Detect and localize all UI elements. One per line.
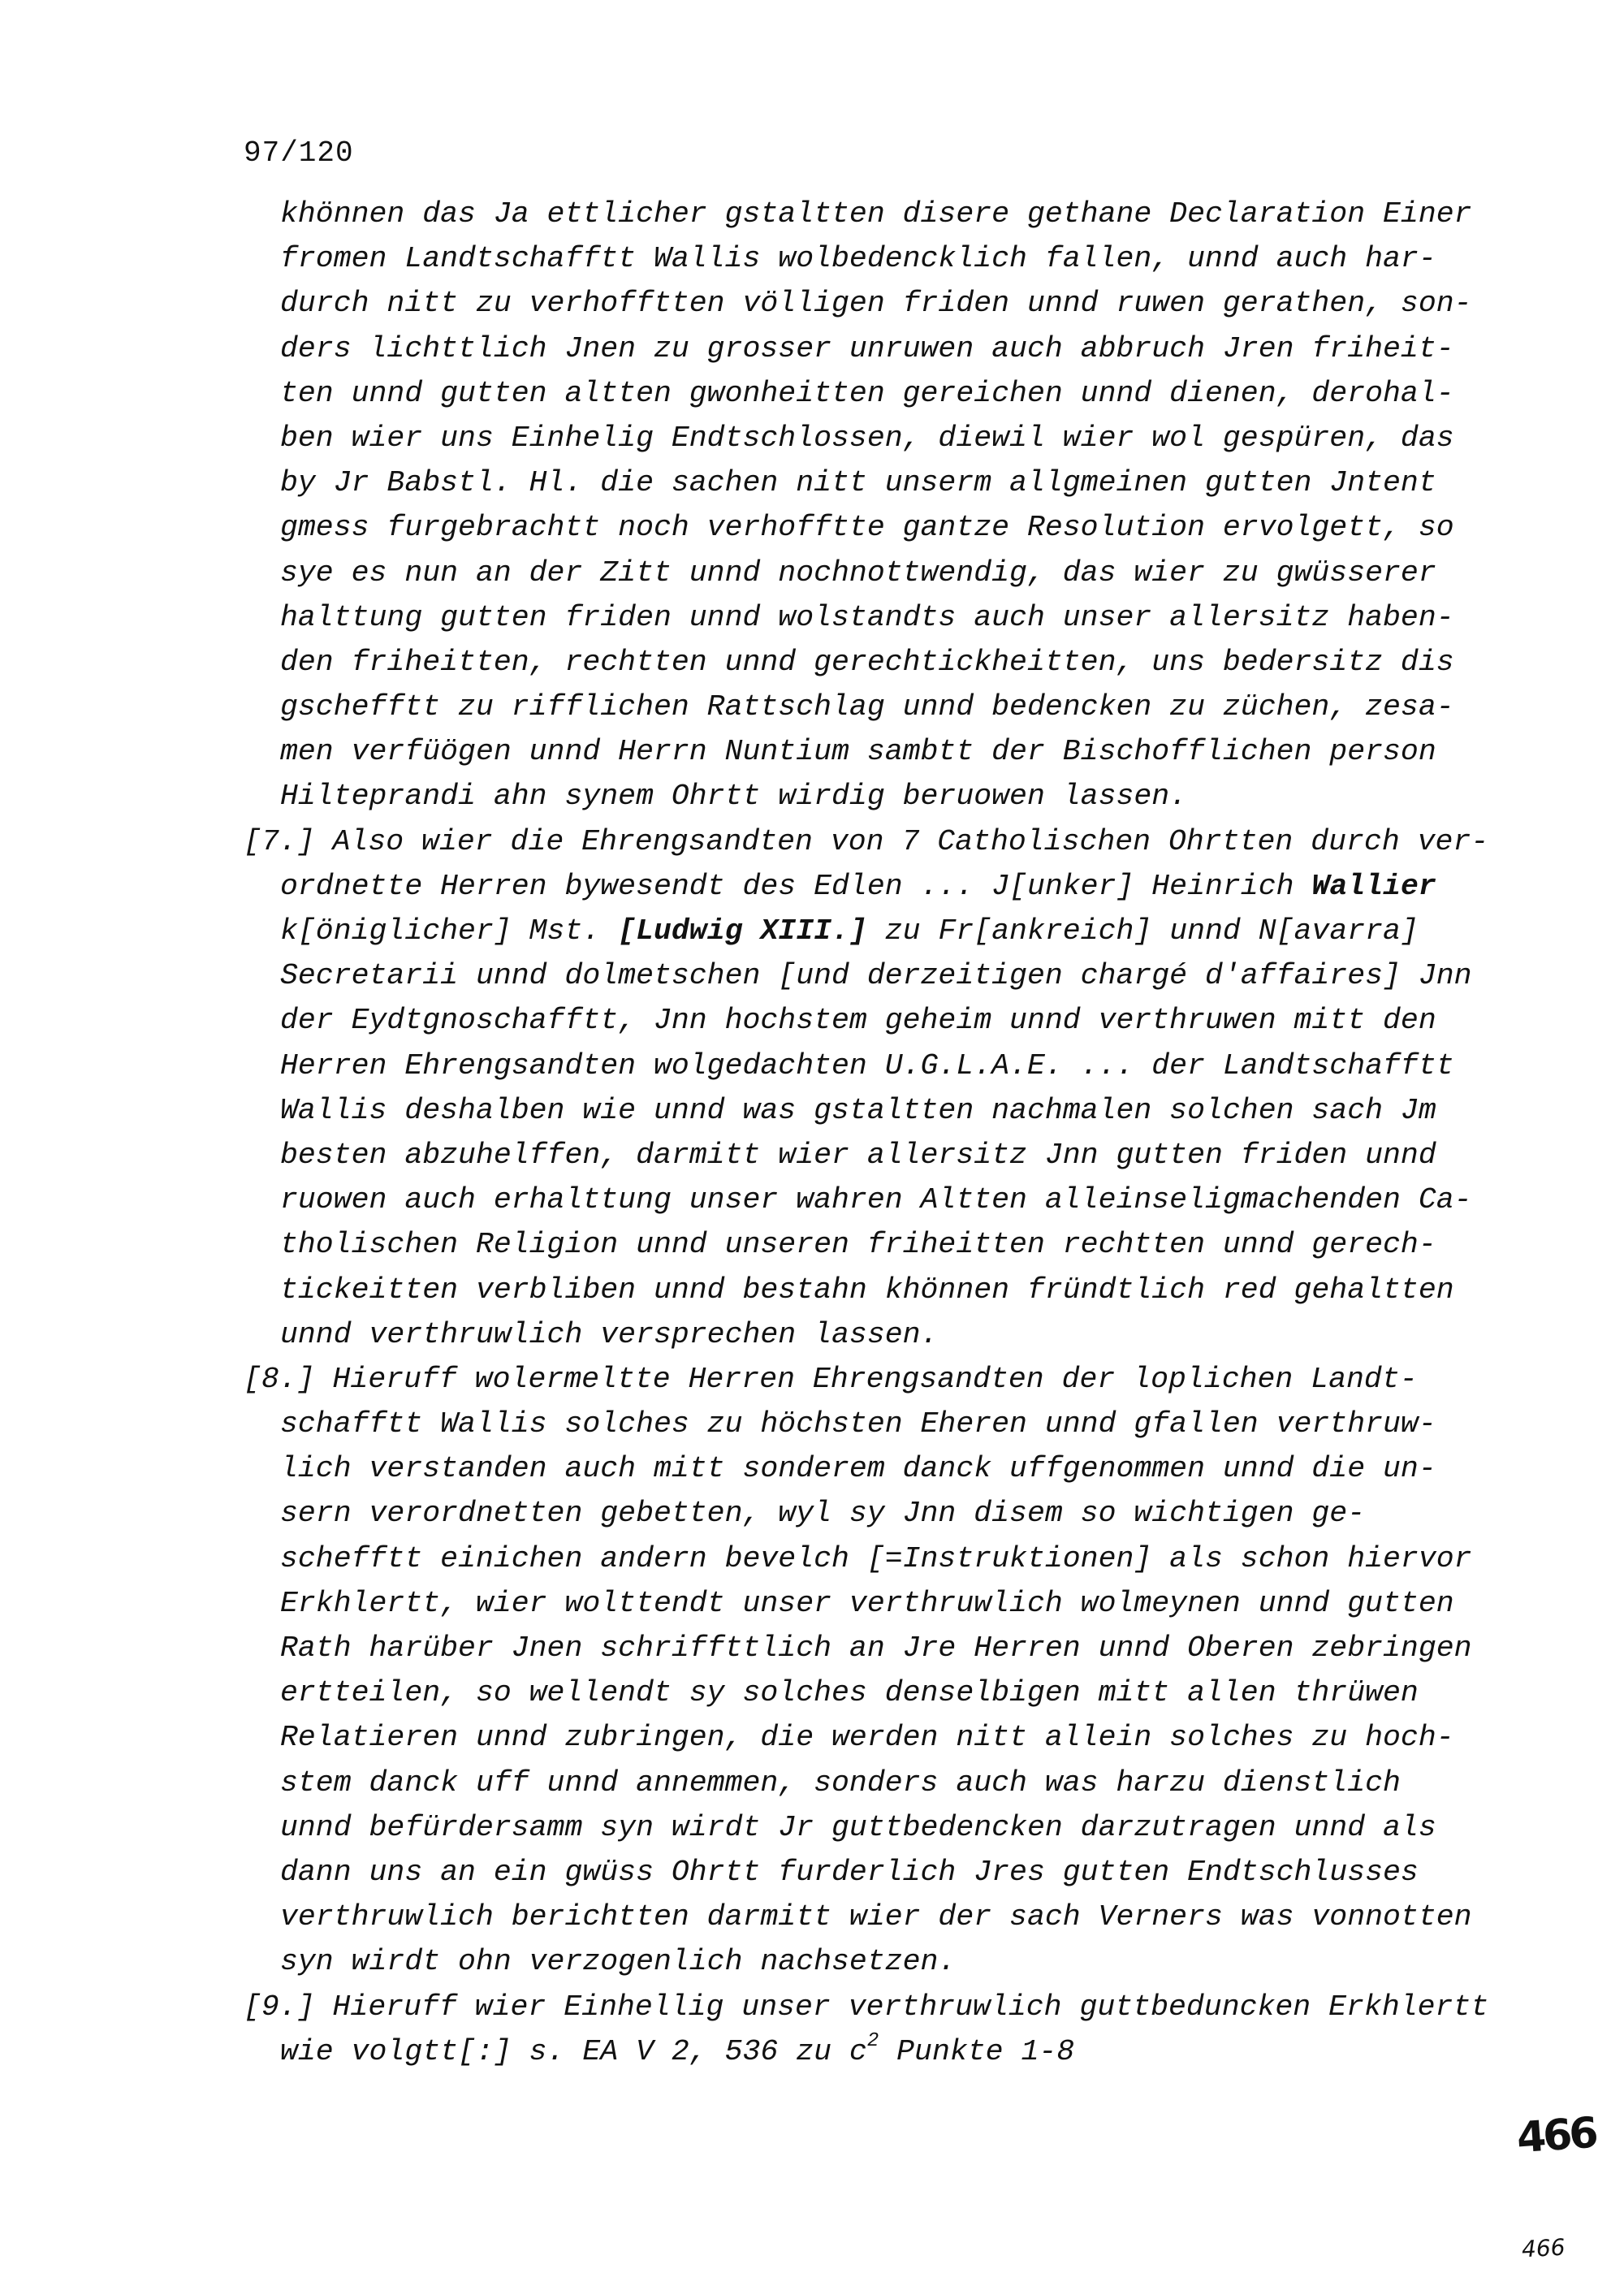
text-line: unnd befürdersamm syn wirdt Jr guttbedencken darzutragen unnd als <box>280 1810 1436 1844</box>
folio-stamp-small: 466 <box>1521 2233 1566 2263</box>
text-line: sye es nun an der Zitt unnd nochnottwendig, das wier zu gwüsserer <box>280 555 1436 590</box>
text-line: schefftt einichen andern bevelch [=Instruktionen] als schon hiervor <box>280 1541 1472 1575</box>
text-line <box>244 864 1575 909</box>
text-line: durch nitt zu verhofftten völligen friden unnd ruwen gerathen, son- <box>280 287 1472 321</box>
text-line: der Eydtgnoschafftt, Jnn hochstem geheim unnd verthruwen mitt den <box>280 1004 1436 1038</box>
paragraph-8-start: [8.] Hieruff wolermeltte Herren Ehrengsandten der loplichen Landt- <box>244 1362 1418 1396</box>
text-line: ders lichttlich Jnen zu grosser unruwen auch abbruch Jren friheit- <box>280 331 1454 365</box>
text-line: lich verstanden auch mitt sonderem danck uffgenommen unnd die un- <box>280 1452 1436 1486</box>
text-line: tholischen Religion unnd unseren friheitten rechtten unnd gerech- <box>280 1228 1436 1262</box>
text-line: fromen Landtschafftt Wallis wolbedencklich fallen, unnd auch har- <box>280 242 1436 276</box>
text-line: Erkhlertt, wier wolttendt unser verthruwlich wolmeynen unnd gutten <box>280 1586 1454 1620</box>
text-line: men verfüögen unnd Herrn Nuntium sambtt der Bischofflichen person <box>280 735 1436 769</box>
text-segment: wie volgtt[:] s. EA V 2, 536 zu c <box>280 2034 867 2068</box>
text-line <box>244 909 1575 953</box>
text-segment: Punkte 1-8 <box>879 2034 1075 2068</box>
text-line: sern verordnetten gebetten, wyl sy Jnn disem so wichtigen ge- <box>280 1497 1366 1531</box>
text-line: by Jr Babstl. Hl. die sachen nitt unserm allgmeinen gutten Jntent <box>280 466 1436 500</box>
page-number: 97/120 <box>244 136 354 170</box>
text-segment: k[öniglicher] Mst. <box>280 914 619 948</box>
text-line: Herren Ehrengsandten wolgedachten U.G.L.A.E. ... der Landtschafftt <box>280 1048 1454 1083</box>
text-line: ruowen auch erhalttung unser wahren Altten alleinseligmachenden Ca- <box>280 1183 1472 1217</box>
text-line: ben wier uns Einhelig Endtschlossen, diewil wier wol gespüren, das <box>280 421 1454 455</box>
superscript: 2 <box>866 2029 879 2052</box>
document-body <box>244 192 1575 2074</box>
folio-stamp: 466 <box>1515 2108 1597 2163</box>
text-segment: zu Fr[ankreich] unnd N[avarra] <box>866 914 1419 948</box>
name-ludwig: [Ludwig XIII.] <box>618 914 867 948</box>
text-segment: ordnette Herren bywesendt des Edlen ... J[unker] Heinrich <box>280 869 1312 903</box>
text-line: Relatieren unnd zubringen, die werden nitt allein solches zu hoch- <box>280 1721 1454 1755</box>
text-line: Wallis deshalben wie unnd was gstaltten nachmalen solchen sach Jm <box>280 1093 1436 1127</box>
text-line: schafftt Wallis solches zu höchsten Eheren unnd gfallen verthruw- <box>280 1407 1436 1441</box>
text-line: tickeitten verbliben unnd bestahn khönnen fründtlich red gehaltten <box>280 1273 1454 1307</box>
text-line: Rath harüber Jnen schriffttlich an Jre Herren unnd Oberen zebringen <box>280 1631 1472 1665</box>
text-line: dann uns an ein gwüss Ohrtt furderlich Jres gutten Endtschlusses <box>280 1855 1419 1889</box>
text-line: Hilteprandi ahn synem Ohrtt wirdig beruowen lassen. <box>280 780 1188 814</box>
text-line: besten abzuhelffen, darmitt wier allersitz Jnn gutten friden unnd <box>280 1138 1436 1172</box>
text-line: gmess furgebrachtt noch verhofftte gantze Resolution ervolgett, so <box>280 511 1454 545</box>
text-line: stem danck uff unnd annemmen, sonders auch was harzu dienstlich <box>280 1765 1401 1800</box>
paragraph-7-start: [7.] Also wier die Ehrengsandten von 7 Catholischen Ohrtten durch ver- <box>244 824 1489 858</box>
text-line: gschefftt zu rifflichen Rattschlag unnd bedencken zu züchen, zesa- <box>280 690 1454 724</box>
text-line: halttung gutten friden unnd wolstandts auch unser allersitz haben- <box>280 600 1454 634</box>
text-line: Secretarii unnd dolmetschen [und derzeitigen chargé d'affaires] Jnn <box>280 959 1472 993</box>
paragraph-9-start: [9.] Hieruff wier Einhellig unser verthruwlich guttbeduncken Erkhlertt <box>244 1990 1489 2024</box>
text-line <box>244 2029 1575 2074</box>
text-line: unnd verthruwlich versprechen lassen. <box>280 1317 939 1351</box>
text-line: den friheitten, rechtten unnd gerechtickheitten, uns bedersitz dis <box>280 645 1454 679</box>
text-line: verthruwlich berichtten darmitt wier der sach Verners was vonnotten <box>280 1900 1472 1934</box>
text-line: syn wirdt ohn verzogenlich nachsetzen. <box>280 1945 957 1979</box>
name-wallier: Wallier <box>1311 869 1436 903</box>
text-line: khönnen das Ja ettlicher gstaltten disere gethane Declaration Einer <box>280 197 1472 231</box>
text-line: ertteilen, so wellendt sy solches denselbigen mitt allen thrüwen <box>280 1676 1419 1710</box>
text-line: ten unnd gutten altten gwonheitten gereichen unnd dienen, derohal- <box>280 376 1454 410</box>
